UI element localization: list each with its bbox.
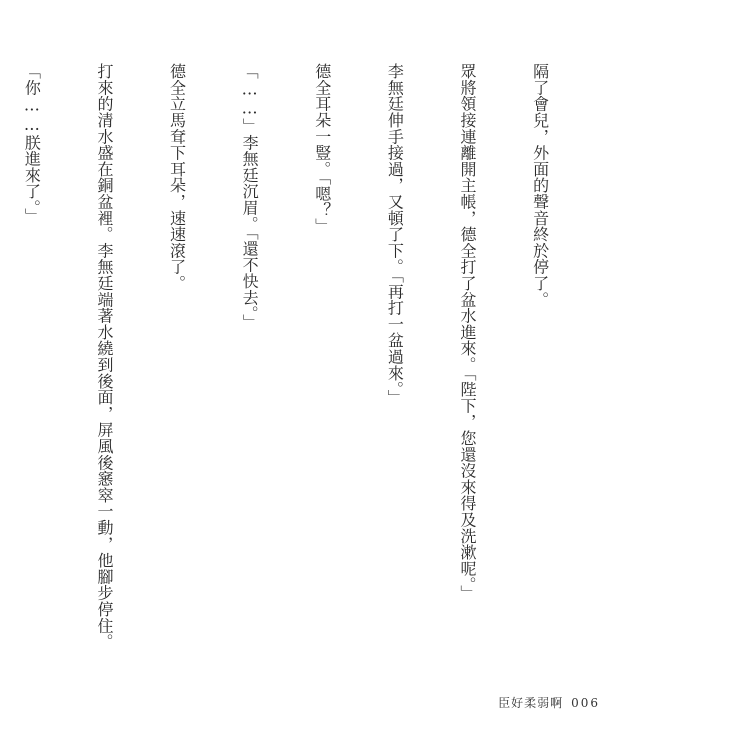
paragraph: 李無廷伸手接過，又頓了下。「再打一盆過來。」 (385, 63, 405, 406)
paragraph: 「你……朕進來了。」 (22, 63, 42, 224)
paragraph: 打來的清水盛在銅盆裡。李無廷端著水繞到後面，屏風後窸窣一動，他腳步停住。 (94, 63, 114, 650)
paragraph: 德全立馬耷下耳朵，速速滾了。 (167, 63, 187, 292)
page-number: 006 (571, 696, 600, 710)
paragraph: 德全耳朵一豎。「嗯？」 (312, 63, 332, 235)
paragraph: 「……」李無廷沉眉。「還不快去。」 (240, 63, 260, 331)
body-text (0, 63, 600, 673)
paragraph: 隔了會兒，外面的聲音終於停了。 (530, 63, 550, 308)
book-title: 臣好柔弱啊 (498, 696, 564, 710)
paragraph: 眾將領接連離開主帳，德全打了盆水進來。「陛下，您還沒來得及洗漱呢。」 (457, 63, 477, 602)
page-footer (498, 694, 600, 711)
